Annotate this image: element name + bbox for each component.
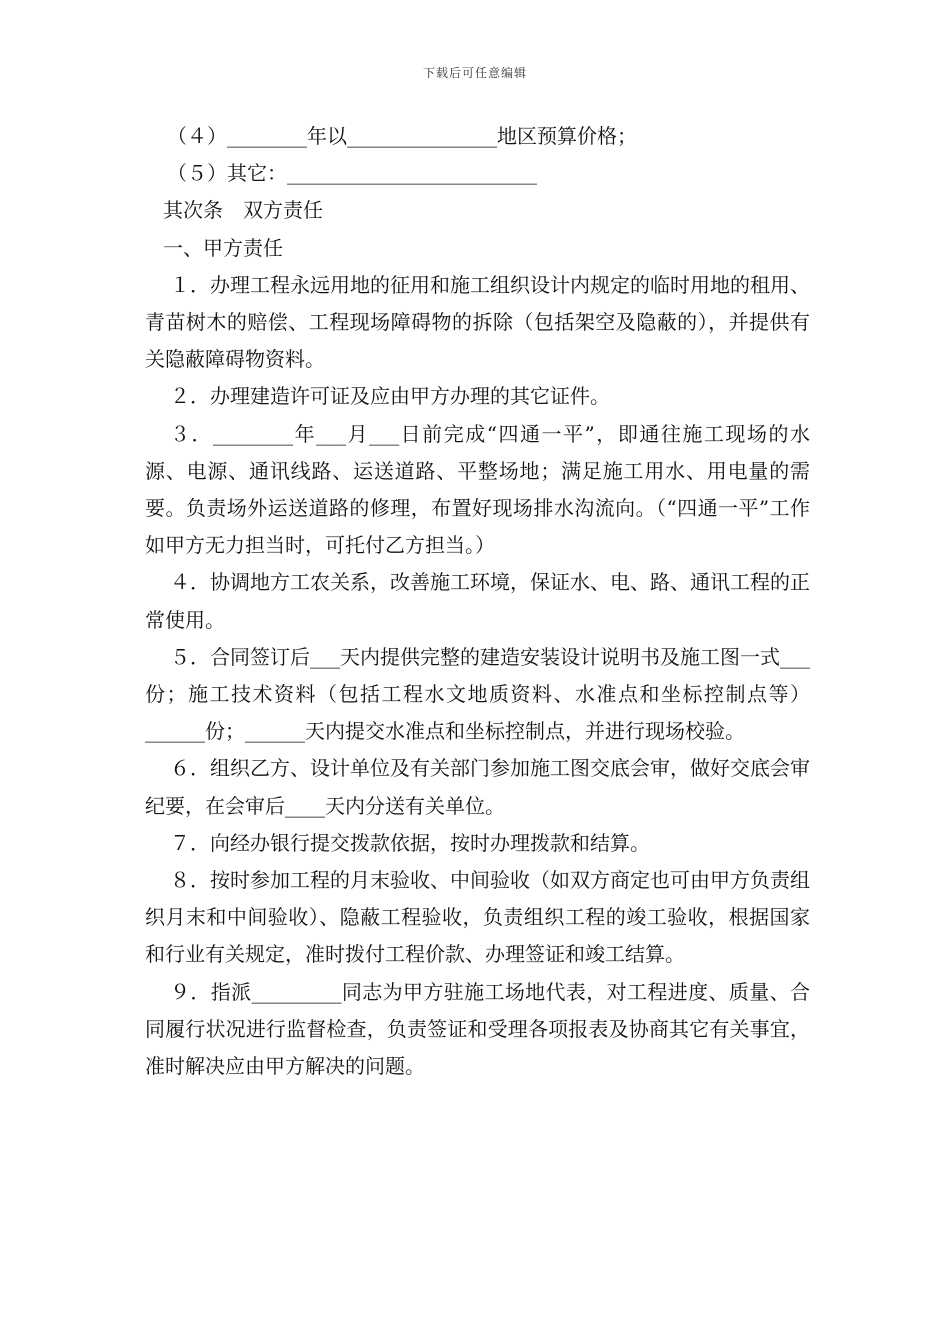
page-header-note: 下载后可任意编辑	[422, 66, 527, 80]
responsibility-item-8: ８．按时参加工程的月末验收、中间验收（如双方商定也可由甲方负责组织月末和中间验收）、隐蔽工程验收，负责组织工程的竣工验收，根据国家和行业有关规定，准时拨付工程价款、办理签证和竣工结算。	[145, 868, 810, 967]
responsibility-item-6: ６．组织乙方、设计单位及有关部门参加施工图交底会审，做好交底会审纪要，在会审后____天内分送有关单位。	[145, 756, 810, 818]
clause-line-5: （５）其它：_________________________	[167, 161, 537, 186]
section-title: 一、甲方责任	[163, 235, 283, 260]
responsibility-item-9: ９．指派_________同志为甲方驻施工场地代表，对工程进度、质量、合同履行状况进行监督检查，负责签证和受理各项报表及协商其它有关事宜，准时解决应由甲方解决的问题。	[145, 979, 810, 1079]
article-title: 其次条 双方责任	[163, 198, 323, 223]
document-body	[145, 118, 810, 1085]
responsibility-item-7: ７．向经办银行提交拨款依据，按时办理拨款和结算。	[170, 830, 650, 855]
responsibility-item-2: ２．办理建造许可证及应由甲方办理的其它证件。	[170, 384, 610, 409]
responsibility-item-5: ５．合同签订后___天内提供完整的建造安装设计说明书及施工图一式___份；施工技术资料（包括工程水文地质资料、水准点和坐标控制点等）______份；______天内提交水准点和坐标控制点，并进行现场校验。	[145, 644, 810, 744]
clause-line-4: （４）________年以_______________地区预算价格；	[167, 124, 637, 148]
responsibility-item-4: ４．协调地方工农关系，改善施工环境，保证水、电、路、通讯工程的正常使用。	[145, 570, 810, 632]
responsibility-item-1: １．办理工程永远用地的征用和施工组织设计内规定的临时用地的租用、青苗树木的赔偿、工程现场障碍物的拆除（包括架空及隐蔽的），并提供有关隐蔽障碍物资料。	[145, 272, 810, 372]
responsibility-item-3: ３．________年___月___日前完成“四通一平”，即通往施工现场的水源、电源、通讯线路、运送道路、平整场地；满足施工用水、用电量的需要。负责场外运送道路的修理，布置好现场排水沟流向。（“四通一平”工作如甲方无力担当时，可托付乙方担当。）	[145, 421, 810, 558]
